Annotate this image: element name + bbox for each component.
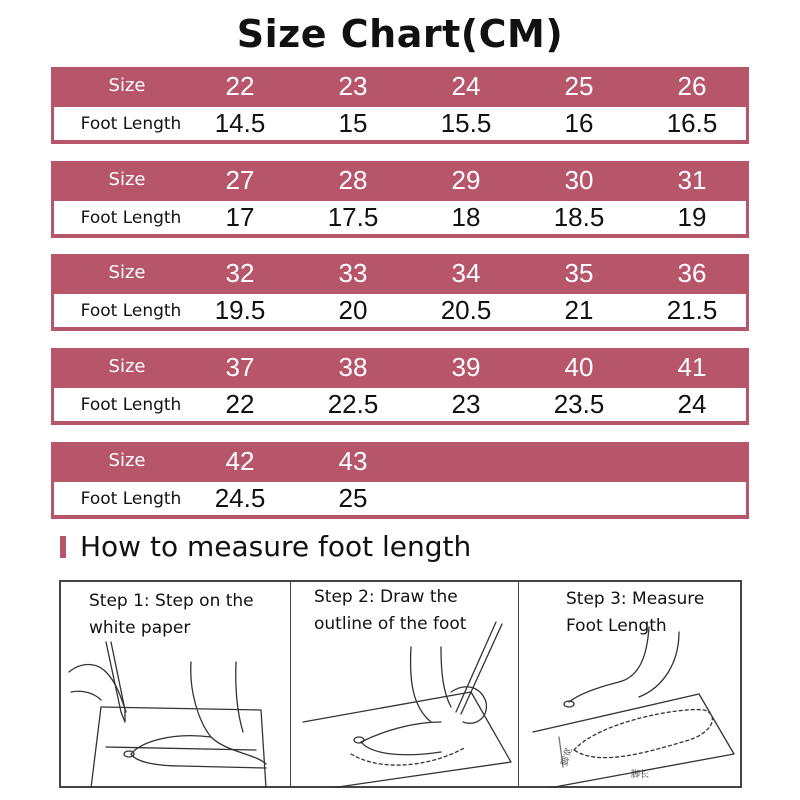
foot-length-marker: 脚长 <box>631 770 650 780</box>
foot-length-value: 17.5 <box>327 202 379 232</box>
size-label: Size <box>108 450 146 471</box>
foot-length-row <box>54 482 746 515</box>
size-row <box>51 348 749 386</box>
size-label: Size <box>108 169 146 190</box>
foot-length-value: 16.5 <box>666 108 718 138</box>
size-row <box>51 254 749 292</box>
size-value: 42 <box>225 446 255 476</box>
foot-on-paper-illustration <box>61 582 290 788</box>
measure-length-illustration <box>519 582 743 788</box>
size-table-group-2 <box>51 161 749 238</box>
size-label: Size <box>108 75 146 96</box>
size-value: 43 <box>338 446 368 476</box>
size-value: 41 <box>677 352 707 382</box>
foot-length-value: 19 <box>677 202 707 232</box>
foot-length-value: 20.5 <box>440 295 492 325</box>
size-value: 25 <box>564 71 594 101</box>
size-value: 37 <box>225 352 255 382</box>
size-table-group-4 <box>51 348 749 425</box>
size-value: 31 <box>677 165 707 195</box>
draw-outline-illustration <box>291 582 519 788</box>
foot-length-value: 18 <box>451 202 481 232</box>
size-row <box>51 442 749 480</box>
foot-length-value: 25 <box>338 483 368 513</box>
size-table-group-3 <box>51 254 749 331</box>
foot-length-value: 24 <box>677 389 707 419</box>
foot-length-value: 15 <box>338 108 368 138</box>
size-value: 39 <box>451 352 481 382</box>
step-3-line-1: Step 3: Measure <box>566 589 705 609</box>
size-value: 29 <box>451 165 481 195</box>
size-value: 27 <box>225 165 255 195</box>
foot-length-value: 21 <box>564 295 594 325</box>
foot-length-label: Foot Length <box>80 489 182 509</box>
size-label: Size <box>108 356 146 377</box>
size-value: 23 <box>338 71 368 101</box>
size-table-group-5 <box>51 442 749 519</box>
foot-width-label: 脚宽 <box>560 746 575 767</box>
foot-length-value: 22.5 <box>327 389 379 419</box>
size-value: 38 <box>338 352 368 382</box>
size-value: 32 <box>225 258 255 288</box>
foot-length-value: 18.5 <box>553 202 605 232</box>
size-value: 24 <box>451 71 481 101</box>
foot-length-label: Foot Length <box>80 395 182 415</box>
size-value: 35 <box>564 258 594 288</box>
howto-heading-text: How to measure foot length <box>80 530 472 563</box>
size-value: 26 <box>677 71 707 101</box>
foot-length-value: 16 <box>564 108 594 138</box>
foot-length-value: 17 <box>225 202 255 232</box>
foot-length-value: 14.5 <box>214 108 266 138</box>
step-3 <box>518 582 743 786</box>
foot-length-label: Foot Length <box>80 301 182 321</box>
page-title: Size Chart(CM) <box>236 12 564 56</box>
size-label: Size <box>108 262 146 283</box>
steps-panel <box>59 580 742 788</box>
foot-length-value: 20 <box>338 295 368 325</box>
size-value: 22 <box>225 71 255 101</box>
foot-length-row <box>54 294 746 327</box>
step-3-line-2: Foot Length <box>566 616 667 636</box>
foot-length-value: 23.5 <box>553 389 605 419</box>
step-1-line-2: white paper <box>89 618 191 638</box>
step-2-line-2: outline of the foot <box>314 614 467 634</box>
size-row <box>51 161 749 199</box>
foot-length-label: Foot Length <box>80 114 182 134</box>
size-value: 30 <box>564 165 594 195</box>
size-value: 33 <box>338 258 368 288</box>
step-2-line-1: Step 2: Draw the <box>314 587 458 607</box>
accent-bar <box>60 536 66 558</box>
foot-length-value: 22 <box>225 389 255 419</box>
foot-length-value: 15.5 <box>440 108 492 138</box>
foot-length-row <box>54 201 746 234</box>
foot-length-value: 19.5 <box>214 295 266 325</box>
foot-length-value: 21.5 <box>666 295 718 325</box>
step-1 <box>61 582 290 786</box>
size-value: 28 <box>338 165 368 195</box>
size-value: 36 <box>677 258 707 288</box>
size-row <box>51 67 749 105</box>
foot-length-label: Foot Length <box>80 208 182 228</box>
size-value: 40 <box>564 352 594 382</box>
step-1-line-1: Step 1: Step on the <box>89 591 254 611</box>
size-table-group-1 <box>51 67 749 144</box>
foot-length-row <box>54 107 746 140</box>
size-value: 34 <box>451 258 481 288</box>
step-2 <box>290 582 519 786</box>
foot-length-row <box>54 388 746 421</box>
foot-length-value: 23 <box>451 389 481 419</box>
foot-length-value: 24.5 <box>214 483 266 513</box>
